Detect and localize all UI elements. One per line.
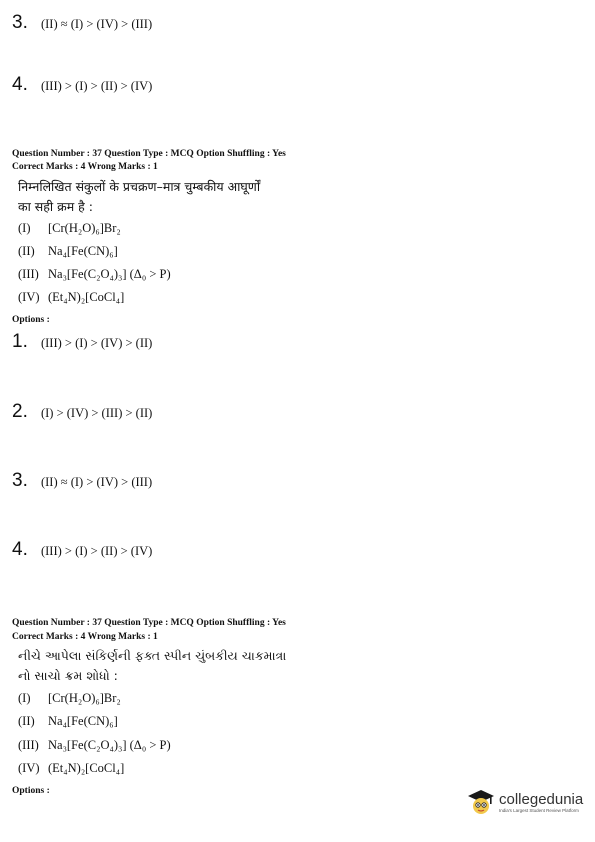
question-text: निम्नलिखित संकुलों के प्रचक्रण–मात्र चुम्बकीय आघूर्णों bbox=[18, 179, 261, 194]
complex-formula: Na₄[Fe(CN)₆] bbox=[48, 714, 118, 728]
option-number: 4. bbox=[12, 539, 28, 560]
complex-formula: (Et₄N)₂[CoCl₄] bbox=[48, 290, 125, 304]
logo-row bbox=[466, 787, 590, 817]
marks-meta: Correct Marks : 4 Wrong Marks : 1 bbox=[12, 632, 158, 642]
marks-meta: Correct Marks : 4 Wrong Marks : 1 bbox=[12, 162, 158, 172]
question-meta: Question Number : 37 Question Type : MCQ Option Shuffling : Yes bbox=[12, 618, 286, 628]
complex-item bbox=[18, 691, 121, 706]
complex-item bbox=[18, 244, 118, 259]
complex-formula: Na₃[Fe(C₂O₄)₃] (Δ₀ > P) bbox=[48, 738, 171, 752]
option-number: 1. bbox=[12, 331, 28, 352]
option-row[interactable] bbox=[12, 331, 152, 353]
options-label: Options : bbox=[12, 786, 50, 796]
option-row bbox=[12, 74, 152, 96]
complex-formula: (Et₄N)₂[CoCl₄] bbox=[48, 761, 125, 775]
options-label: Options : bbox=[12, 315, 50, 325]
option-number: 2. bbox=[12, 401, 28, 422]
option-row bbox=[12, 12, 152, 34]
option-row[interactable] bbox=[12, 470, 152, 492]
question-text: का सही क्रम है : bbox=[18, 199, 93, 214]
logo-name: collegedunia bbox=[499, 791, 584, 808]
option-text: (III) > (I) > (II) > (IV) bbox=[40, 79, 153, 93]
roman-numeral: (III) bbox=[18, 738, 39, 752]
complex-item bbox=[18, 267, 171, 282]
logo-text-block bbox=[499, 791, 583, 813]
complex-item bbox=[18, 290, 124, 305]
complex-formula: Na₃[Fe(C₂O₄)₃] (Δ₀ > P) bbox=[48, 267, 171, 281]
complex-formula: [Cr(H₂O)₆]Br₂ bbox=[48, 221, 121, 235]
complex-item bbox=[18, 738, 171, 753]
question-text: નો સાચો ક્રમ શોધો : bbox=[18, 668, 118, 683]
option-row[interactable] bbox=[12, 401, 152, 423]
option-text: (I) > (IV) > (III) > (II) bbox=[40, 406, 153, 420]
complex-formula: Na₄[Fe(CN)₆] bbox=[48, 244, 118, 258]
option-row[interactable] bbox=[12, 539, 152, 561]
option-number: 3. bbox=[12, 12, 28, 33]
roman-numeral: (II) bbox=[18, 244, 35, 258]
roman-numeral: (I) bbox=[18, 221, 31, 235]
option-text: (III) > (I) > (IV) > (II) bbox=[40, 336, 153, 350]
complex-formula: [Cr(H₂O)₆]Br₂ bbox=[48, 691, 121, 705]
complex-item bbox=[18, 761, 124, 776]
collegedunia-logo bbox=[466, 787, 590, 821]
question-text: નીચે આપેલા સંકિર્ણની ફક્ત સ્પીન ચુંબકીય ચાકમાત્રા bbox=[18, 648, 287, 663]
question-meta: Question Number : 37 Question Type : MCQ Option Shuffling : Yes bbox=[12, 149, 286, 159]
roman-numeral: (IV) bbox=[18, 290, 40, 304]
option-number: 3. bbox=[12, 470, 28, 491]
option-text: (III) > (I) > (II) > (IV) bbox=[40, 544, 153, 558]
option-text: (II) ≈ (I) > (IV) > (III) bbox=[40, 17, 153, 31]
roman-numeral: (I) bbox=[18, 691, 31, 705]
complex-item bbox=[18, 714, 118, 729]
graduate-icon bbox=[466, 787, 496, 817]
roman-numeral: (IV) bbox=[18, 761, 40, 775]
roman-numeral: (III) bbox=[18, 267, 39, 281]
logo-tagline: India's Largest Student Review Platform bbox=[499, 808, 579, 813]
roman-numeral: (II) bbox=[18, 714, 35, 728]
complex-item bbox=[18, 221, 121, 236]
option-number: 4. bbox=[12, 74, 28, 95]
option-text: (II) ≈ (I) > (IV) > (III) bbox=[40, 475, 153, 489]
